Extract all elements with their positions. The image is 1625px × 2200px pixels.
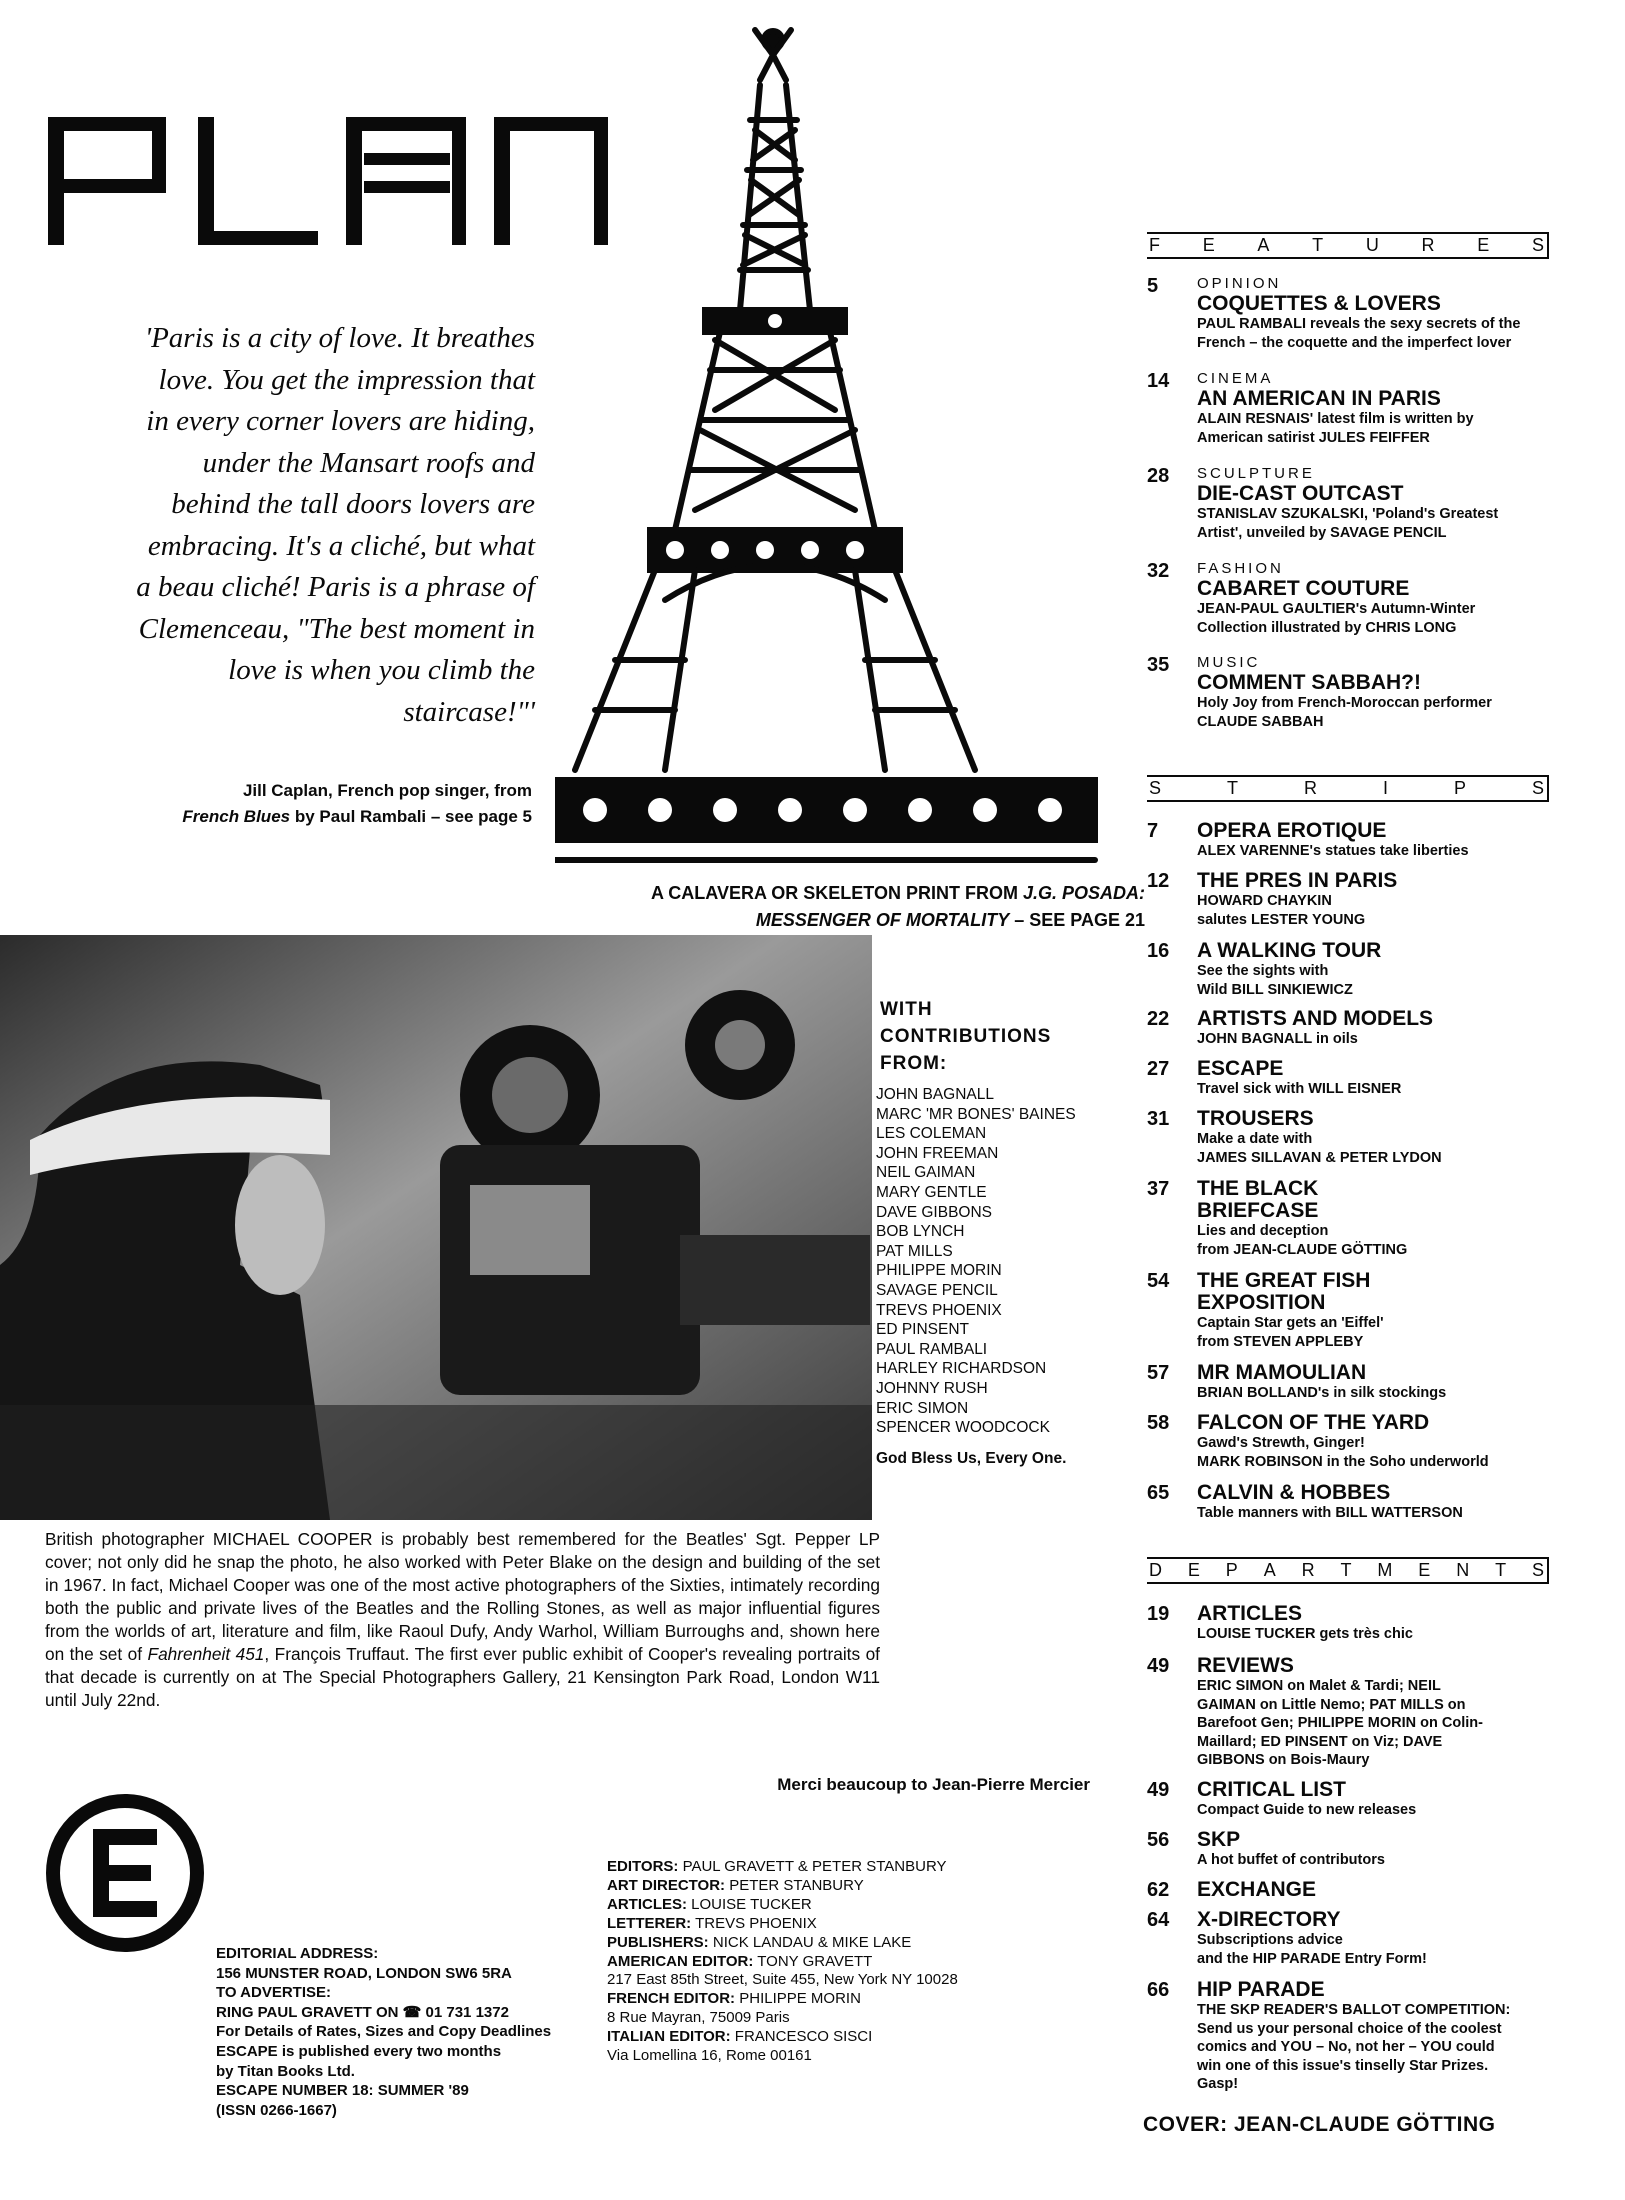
entry-description: LOUISE TUCKER gets très chic: [1197, 1626, 1413, 1642]
skeleton-tower-illustration: [555, 10, 1115, 870]
entry-description: ERIC SIMON on Malet & Tardi; NEIL: [1197, 1678, 1441, 1694]
page-number: 5: [1147, 275, 1159, 297]
strips-entry[interactable]: [1147, 940, 1559, 999]
heading-letter: S: [1149, 778, 1163, 798]
entry-description: HOWARD CHAYKIN: [1197, 893, 1332, 909]
entry-title: MR MAMOULIAN: [1197, 1361, 1367, 1384]
page-number: 64: [1147, 1909, 1170, 1931]
contributor-name: JOHNNY RUSH: [876, 1379, 988, 1397]
masthead-credits: [607, 1858, 1027, 2066]
heading-letter: U: [1365, 235, 1380, 255]
credit-line: PUBLISHERS: NICK LANDAU & MIKE LAKE: [607, 1933, 912, 1951]
entry-description: win one of this issue's tinselly Star Prizes.: [1197, 2057, 1489, 2074]
contributor-name: JOHN FREEMAN: [876, 1144, 999, 1162]
entry-title: TROUSERS: [1197, 1107, 1314, 1130]
entry-description: MARK ROBINSON in the Soho underworld: [1197, 1453, 1489, 1470]
heading-letter: R: [1301, 1560, 1316, 1580]
quote-line: Clemenceau, "The best moment in: [138, 612, 535, 645]
entry-title: COMMENT SABBAH?!: [1197, 671, 1421, 694]
plan-logo: [48, 105, 608, 255]
entry-description: JAMES SILLAVAN & PETER LYDON: [1197, 1149, 1442, 1166]
michael-cooper-photo: [0, 935, 872, 1520]
entry-description: Gawd's Strewth, Ginger!: [1197, 1435, 1365, 1451]
entry-title: THE GREAT FISH: [1197, 1269, 1371, 1292]
entry-category: SCULPTURE: [1197, 465, 1315, 482]
contributor-name: SPENCER WOODCOCK: [876, 1419, 1050, 1437]
heading-letter: E: [1202, 235, 1216, 255]
entry-title: ESCAPE: [1197, 1057, 1284, 1080]
entry-title: DIE-CAST OUTCAST: [1197, 482, 1404, 505]
departments-entry[interactable]: [1147, 1779, 1559, 1820]
credit-line: Via Lomellina 16, Rome 00161: [607, 2047, 812, 2065]
heading-letter: P: [1225, 1560, 1239, 1580]
contributor-name: HARLEY RICHARDSON: [876, 1360, 1047, 1378]
page-number: 27: [1147, 1058, 1170, 1080]
entry-description: from JEAN-CLAUDE GÖTTING: [1197, 1241, 1408, 1258]
strips-entry[interactable]: [1147, 1270, 1559, 1351]
entry-description: French – the coquette and the imperfect lover: [1197, 334, 1512, 351]
entry-title: HIP PARADE: [1197, 1978, 1325, 2001]
contributions-closing: God Bless Us, Every One.: [876, 1450, 1067, 1467]
entry-title: CRITICAL LIST: [1197, 1778, 1346, 1801]
credit-line: EDITORS: PAUL GRAVETT & PETER STANBURY: [607, 1858, 947, 1875]
entry-description: from STEVEN APPLEBY: [1197, 1333, 1364, 1350]
entry-title: OPERA EROTIQUE: [1197, 819, 1387, 842]
heading-letter: S: [1531, 1560, 1545, 1580]
credit-line: LETTERER: TREVS PHOENIX: [607, 1914, 817, 1932]
contributor-name: LES COLEMAN: [876, 1125, 987, 1143]
heading-letter: D: [1149, 1560, 1163, 1580]
entry-description: THE SKP READER'S BALLOT COMPETITION:: [1197, 2002, 1511, 2018]
quote-line: a beau cliché! Paris is a phrase of: [136, 571, 535, 603]
escape-e-logo: [45, 1793, 205, 1953]
page-number: 56: [1147, 1829, 1170, 1851]
entry-title: THE PRES IN PARIS: [1197, 869, 1398, 892]
credit-line: 217 East 85th Street, Suite 455, New York NY 10028: [607, 1971, 958, 1989]
page-number: 58: [1147, 1412, 1170, 1434]
entry-title: CALVIN & HOBBES: [1197, 1481, 1391, 1504]
entry-title: X-DIRECTORY: [1197, 1908, 1341, 1931]
page-number: 57: [1147, 1362, 1170, 1384]
entry-description: ALEX VARENNE's statues take liberties: [1197, 843, 1469, 859]
thanks-line: Merci beaucoup to Jean-Pierre Mercier: [777, 1775, 1090, 1794]
heading-letter: E: [1477, 235, 1491, 255]
entry-description: Artist', unveiled by SAVAGE PENCIL: [1197, 524, 1447, 541]
entry-description: CLAUDE SABBAH: [1197, 713, 1324, 730]
entry-description: See the sights with: [1197, 963, 1329, 979]
contributor-name: ED PINSENT: [876, 1321, 970, 1339]
heading-letter: T: [1495, 1560, 1508, 1580]
contributor-name: PAT MILLS: [876, 1242, 953, 1260]
page-number: 31: [1147, 1108, 1170, 1130]
strips-entry[interactable]: [1147, 1412, 1559, 1471]
entry-description: JEAN-PAUL GAULTIER's Autumn-Winter: [1197, 601, 1476, 617]
page-number: 12: [1147, 870, 1170, 892]
entry-category: OPINION: [1197, 275, 1282, 292]
strips-heading: [1147, 775, 1549, 802]
entry-title: BRIEFCASE: [1197, 1199, 1319, 1222]
departments-entry[interactable]: [1147, 1909, 1559, 1968]
page-number: 16: [1147, 940, 1170, 962]
quote-line: love is when you climb the: [228, 654, 535, 686]
departments-entry[interactable]: [1147, 1655, 1559, 1770]
heading-letter: E: [1418, 1560, 1432, 1580]
entry-title: CABARET COUTURE: [1197, 577, 1410, 600]
entry-title: EXCHANGE: [1197, 1878, 1317, 1901]
quote-line: 'Paris is a city of love. It breathes: [144, 322, 535, 354]
illustration-caption: A CALAVERA OR SKELETON PRINT FROM J.G. POSADA: MESSENGER OF MORTALITY – SEE PAGE 21: [650, 883, 1145, 930]
quote-attribution: Jill Caplan, French pop singer, from French Blues by Paul Rambali – see page 5: [182, 781, 532, 826]
strips-entry[interactable]: [1147, 1008, 1559, 1049]
entry-description: Make a date with: [1197, 1131, 1313, 1147]
entry-title: THE BLACK: [1197, 1177, 1319, 1200]
page-number: 22: [1147, 1008, 1170, 1030]
heading-letter: M: [1377, 1560, 1394, 1580]
heading-letter: T: [1227, 778, 1239, 798]
departments-entry[interactable]: [1147, 1979, 1559, 2094]
departments-entry[interactable]: [1147, 1603, 1559, 1644]
entry-description: and the HIP PARADE Entry Form!: [1197, 1950, 1427, 1967]
entry-description: GIBBONS on Bois-Maury: [1197, 1752, 1370, 1768]
credit-line: 8 Rue Mayran, 75009 Paris: [607, 2009, 790, 2027]
departments-heading: [1147, 1557, 1549, 1584]
credit-line: FRENCH EDITOR: PHILIPPE MORIN: [607, 1990, 861, 2008]
entry-description: ALAIN RESNAIS' latest film is written by: [1197, 411, 1474, 427]
entry-description: American satirist JULES FEIFFER: [1197, 429, 1430, 446]
editorial-address: EDITORIAL ADDRESS: 156 MUNSTER ROAD, LONDON SW6 5RA TO ADVERTISE: RING PAUL GRAVETT ON ☎ 01 731 1372 For Details of Rates, Sizes and Copy Deadlines ESCAPE is published every two months by Titan Books Ltd. ESCAPE NUMBER 18: SUMMER '89 (ISSN 0266-1667): [216, 1945, 552, 2119]
cover-credit: COVER: JEAN-CLAUDE GÖTTING: [1143, 2113, 1496, 2136]
entry-description: JOHN BAGNALL in oils: [1197, 1031, 1358, 1047]
heading-letter: P: [1453, 778, 1467, 798]
entry-description: Lies and deception: [1197, 1223, 1329, 1239]
page-number: 49: [1147, 1655, 1170, 1677]
heading-letter: I: [1382, 778, 1389, 798]
features-entry[interactable]: [1147, 370, 1559, 447]
photo-caption: British photographer MICHAEL COOPER is probably best remembered for the Beatles' Sgt. Pepper LP cover; not only did he snap the photo, he also worked with Peter Blake on the design and building of the set in 1967. In fact, Michael Cooper was one of the most active photographers of the Sixties, intimately recording both the public and private lives of the Beatles and the Rolling Stones, as well as major influential figures from the worlds of art, literature and film, like Raoul Dufy, Andy Warhol, William Burroughs and, shown here on the set of Fahrenheit 451, François Truffaut. The first ever public exhibit of Cooper's revealing portraits of that decade is currently on at The Special Photographers Gallery, 21 Kensington Park Road, London W11 until July 22nd.: [45, 1529, 880, 1710]
entry-description: comics and YOU – No, not her – YOU could: [1197, 2039, 1495, 2055]
book-title: French Blues: [182, 807, 291, 826]
entry-title: ARTISTS AND MODELS: [1197, 1007, 1434, 1030]
heading-letter: A: [1263, 1560, 1277, 1580]
entry-description: Compact Guide to new releases: [1197, 1802, 1417, 1818]
page-number: 28: [1147, 465, 1170, 487]
heading-letter: S: [1531, 235, 1545, 255]
entry-description: BRIAN BOLLAND's in silk stockings: [1197, 1385, 1447, 1401]
entry-description: Table manners with BILL WATTERSON: [1197, 1505, 1463, 1521]
entry-title: FALCON OF THE YARD: [1197, 1411, 1430, 1434]
page-number: 54: [1147, 1270, 1170, 1292]
entry-description: Wild BILL SINKIEWICZ: [1197, 981, 1353, 998]
strips-entry[interactable]: [1147, 1058, 1559, 1099]
features-heading: [1147, 232, 1549, 259]
heading-letter: S: [1531, 778, 1545, 798]
quote-line: in every corner lovers are hiding,: [146, 405, 535, 437]
departments-entry[interactable]: [1147, 1829, 1559, 1870]
entry-description: Captain Star gets an 'Eiffel': [1197, 1315, 1384, 1331]
entry-description: Maillard; ED PINSENT on Viz; DAVE: [1197, 1733, 1443, 1750]
entry-description: STANISLAV SZUKALSKI, 'Poland's Greatest: [1197, 506, 1499, 522]
heading-letter: A: [1257, 235, 1271, 255]
page-number: 14: [1147, 370, 1170, 392]
page-number: 19: [1147, 1603, 1170, 1625]
quote-line: behind the tall doors lovers are: [171, 488, 535, 520]
strips-entry[interactable]: [1147, 820, 1559, 861]
contributor-name: PAUL RAMBALI: [876, 1340, 988, 1358]
contributor-name: MARY GENTLE: [876, 1183, 987, 1201]
page-number: 49: [1147, 1779, 1170, 1801]
entry-description: Gasp!: [1197, 2076, 1239, 2092]
page-number: 62: [1147, 1879, 1170, 1901]
credit-line: ART DIRECTOR: PETER STANBURY: [607, 1876, 864, 1894]
contributor-name: BOB LYNCH: [876, 1223, 965, 1241]
entry-description: Send us your personal choice of the coolest: [1197, 2020, 1502, 2037]
contributor-name: JOHN BAGNALL: [876, 1086, 995, 1103]
contributor-list: [876, 1085, 1116, 1438]
heading-letter: T: [1312, 235, 1325, 255]
contributor-name: TREVS PHOENIX: [876, 1301, 1002, 1319]
entry-description: salutes LESTER YOUNG: [1197, 911, 1366, 928]
heading-letter: N: [1456, 1560, 1471, 1580]
page-number: 32: [1147, 560, 1170, 582]
contributor-name: NEIL GAIMAN: [876, 1164, 976, 1182]
entry-title: COQUETTES & LOVERS: [1197, 292, 1441, 315]
entry-description: GAIMAN on Little Nemo; PAT MILLS on: [1197, 1696, 1466, 1713]
features-entry[interactable]: [1147, 465, 1559, 542]
entry-description: A hot buffet of contributors: [1197, 1852, 1385, 1868]
features-entry[interactable]: [1147, 560, 1559, 637]
strips-entry[interactable]: [1147, 1178, 1559, 1259]
page-number: 65: [1147, 1482, 1170, 1504]
credit-line: ARTICLES: LOUISE TUCKER: [607, 1895, 812, 1913]
contributor-name: DAVE GIBBONS: [876, 1203, 992, 1221]
entry-title: A WALKING TOUR: [1197, 939, 1382, 962]
entry-title: SKP: [1197, 1828, 1241, 1851]
quote-line: embracing. It's a cliché, but what: [147, 529, 535, 562]
features-entry[interactable]: [1147, 275, 1559, 352]
contributor-name: ERIC SIMON: [876, 1399, 969, 1417]
credit-line: AMERICAN EDITOR: TONY GRAVETT: [607, 1952, 873, 1970]
pull-quote: [40, 318, 535, 733]
strips-entry[interactable]: [1147, 1362, 1559, 1403]
strips-entry[interactable]: [1147, 870, 1559, 929]
contributor-name: PHILIPPE MORIN: [876, 1262, 1002, 1280]
entry-category: MUSIC: [1197, 654, 1261, 671]
page-number: 37: [1147, 1178, 1170, 1200]
strips-entry[interactable]: [1147, 1108, 1559, 1167]
entry-category: CINEMA: [1197, 370, 1274, 387]
quote-line: love. You get the impression that: [158, 363, 535, 396]
entry-description: Travel sick with WILL EISNER: [1197, 1081, 1402, 1097]
entry-description: Holy Joy from French-Moroccan performer: [1197, 695, 1492, 711]
contributor-name: SAVAGE PENCIL: [876, 1281, 998, 1299]
entry-description: Subscriptions advice: [1197, 1932, 1343, 1948]
heading-letter: T: [1340, 1560, 1353, 1580]
contributor-name: MARC 'MR BONES' BAINES: [876, 1105, 1076, 1123]
entry-category: FASHION: [1197, 560, 1284, 577]
entry-title: REVIEWS: [1197, 1654, 1294, 1677]
entry-title: EXPOSITION: [1197, 1291, 1326, 1314]
heading-letter: R: [1303, 778, 1318, 798]
quote-line: under the Mansart roofs and: [202, 446, 535, 479]
heading-letter: F: [1149, 235, 1161, 255]
strips-entry[interactable]: [1147, 1482, 1559, 1523]
credit-line: ITALIAN EDITOR: FRANCESCO SISCI: [607, 2028, 873, 2046]
entry-title: AN AMERICAN IN PARIS: [1197, 387, 1441, 410]
departments-entry[interactable]: [1147, 1879, 1559, 1901]
contributions-heading: WITH CONTRIBUTIONS FROM:: [880, 999, 1052, 1074]
entry-title: ARTICLES: [1197, 1602, 1302, 1625]
page-number: 35: [1147, 654, 1170, 676]
entry-description: PAUL RAMBALI reveals the sexy secrets of the: [1197, 316, 1521, 332]
quote-line: staircase!"': [403, 695, 535, 728]
entry-description: Collection illustrated by CHRIS LONG: [1197, 619, 1457, 636]
page-number: 7: [1147, 820, 1159, 842]
entry-description: Barefoot Gen; PHILIPPE MORIN on Colin-: [1197, 1715, 1483, 1731]
features-entry[interactable]: [1147, 654, 1559, 731]
page-number: 66: [1147, 1979, 1170, 2001]
heading-letter: E: [1187, 1560, 1201, 1580]
heading-letter: R: [1421, 235, 1436, 255]
